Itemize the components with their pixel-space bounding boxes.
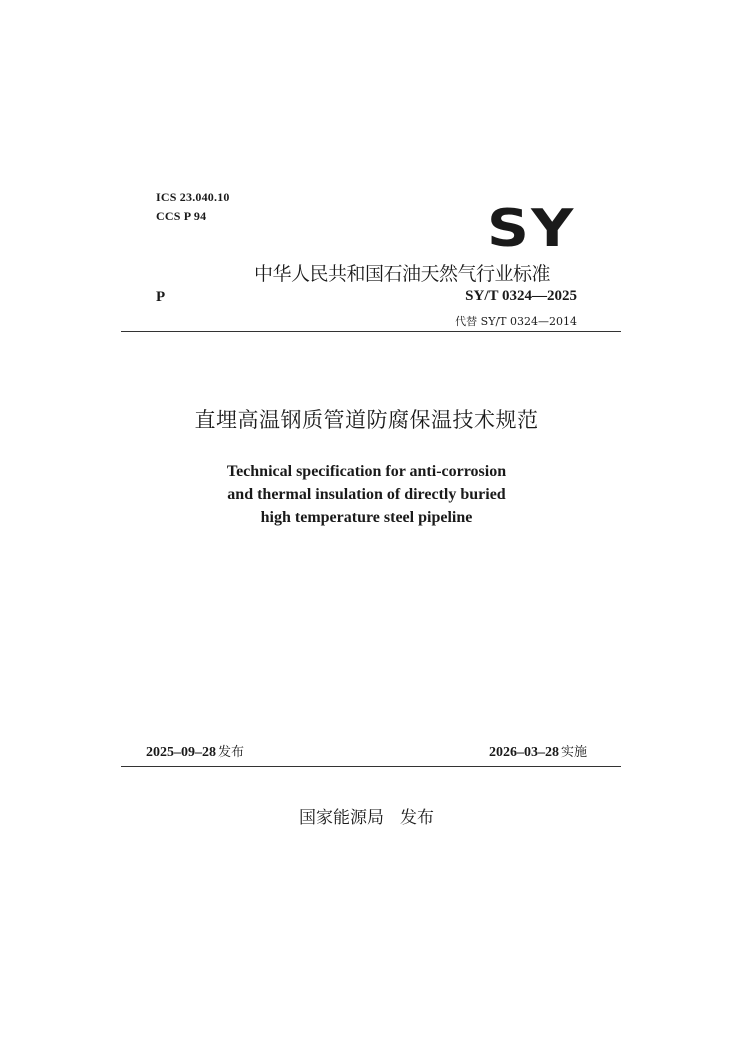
sy-logo: SY: [487, 199, 576, 259]
standard-number: SY/T 0324—2025: [465, 288, 577, 304]
publisher-name: 国家能源局: [299, 808, 384, 828]
standard-organization: 中华人民共和国石油天然气行业标准: [254, 263, 551, 285]
title-english-line-1: Technical specification for anti-corrosion: [226, 463, 507, 480]
implementation-date: [489, 741, 587, 761]
title-chinese: 直埋高温钢质管道防腐保温技术规范: [194, 408, 539, 432]
title-english-line-3: high temperature steel pipeline: [260, 509, 473, 526]
ccs-code: CCS P 94: [156, 209, 207, 223]
category-letter: P: [156, 289, 166, 305]
publisher-action: 发布: [400, 808, 434, 828]
implementation-date-value: 2026–03–28: [488, 745, 559, 760]
bottom-divider: [121, 766, 621, 767]
title-english-line-2: and thermal insulation of directly buried: [227, 486, 506, 503]
implementation-date-label: 实施: [560, 745, 587, 760]
ics-code: ICS 23.040.10: [156, 190, 230, 204]
issue-date: [146, 741, 244, 761]
publisher: [0, 803, 733, 828]
title-english: [0, 460, 733, 529]
issue-date-label: 发布: [218, 745, 245, 760]
top-divider: [121, 331, 621, 332]
replaces-standard: 代替 SY/T 0324—2014: [455, 315, 577, 328]
issue-date-value: 2025–09–28: [146, 745, 216, 760]
